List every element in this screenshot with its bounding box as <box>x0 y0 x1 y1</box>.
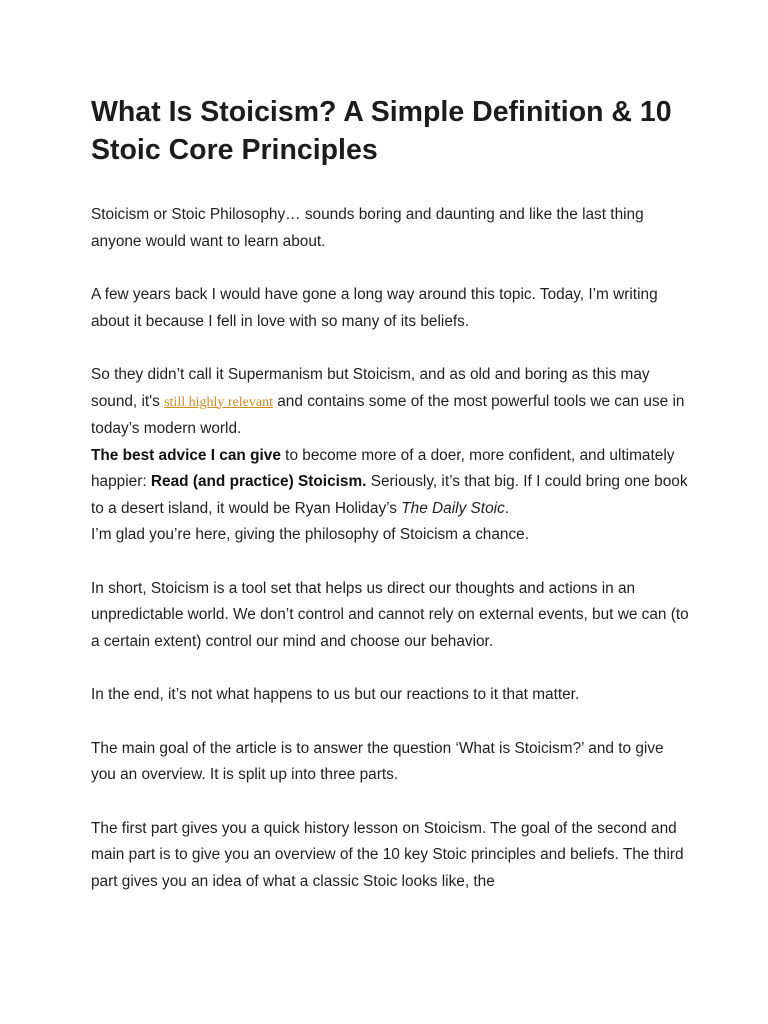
bold-read-practice: Read (and practice) Stoicism. <box>150 473 367 490</box>
text-segment: . <box>504 499 510 517</box>
paragraph-in-short: In short, Stoicism is a tool set that helps us direct our thoughts and actions in an unpredictable world. We don’t control and cannot rely on external events, but we can (to a certain extent) control our mind and choose our behavior. <box>91 579 689 650</box>
text-segment: So they didn’t call it Supermanism but Stoicism, and as old and boring as this may sound, it's <box>91 366 650 410</box>
paragraph-intro: Stoicism or Stoic Philosophy… sounds boring and daunting and like the last thing anyone would want to learn about. <box>91 206 644 250</box>
paragraph-supermanism <box>91 362 691 443</box>
bold-best-advice: The best advice I can give <box>91 446 281 464</box>
paragraph-first-part: The first part gives you a quick history lesson on Stoicism. The goal of the second and main part is to give you an overview of the 10 key Stoic principles and beliefs. The third part gives you an idea of what a classic Stoic looks like, the <box>91 819 684 890</box>
still-highly-relevant-link[interactable]: still highly relevant <box>164 394 273 410</box>
paragraph-glad: I’m glad you’re here, giving the philosophy of Stoicism a chance. <box>91 526 530 543</box>
text-segment: to become more of a doer, more confident, and ultimately happier: <box>91 446 675 490</box>
paragraph-few-years: A few years back I would have gone a long way around this topic. Today, I’m writing about it because I fell in love with so many of its beliefs. <box>91 286 658 330</box>
article-title: What Is Stoicism? A Simple Definition & 10 Stoic Core Principles <box>91 96 672 166</box>
paragraph-in-the-end: In the end, it’s not what happens to us but our reactions to it that matter. <box>91 686 580 703</box>
paragraph-main-goal: The main goal of the article is to answer the question ‘What is Stoicism?’ and to give you an overview. It is split up into three parts. <box>91 739 664 783</box>
text-segment: Seriously, it’s that big. If I could bring one book to a desert island, it would be Ryan Holiday’s <box>91 473 688 517</box>
book-title: The Daily Stoic <box>401 499 505 517</box>
text-segment: and contains some of the most powerful tools we can use in today’s modern world. <box>91 392 685 437</box>
paragraph-best-advice <box>91 443 691 523</box>
